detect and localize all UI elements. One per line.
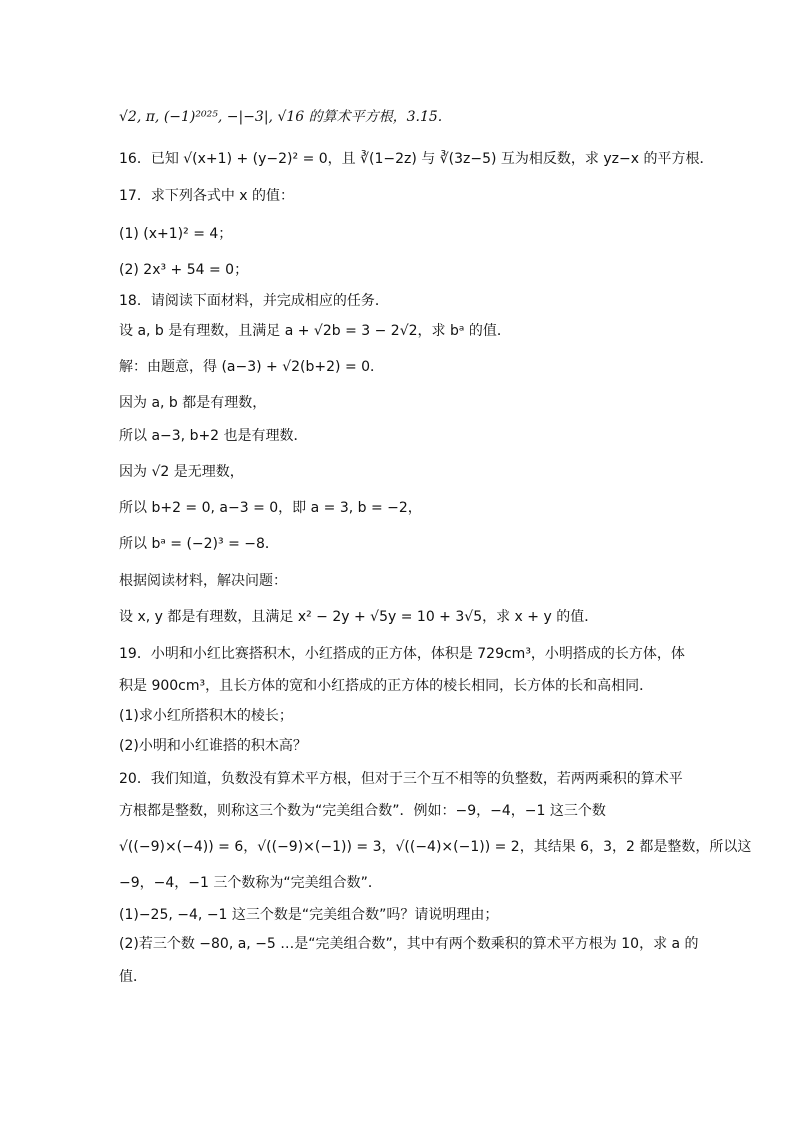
problem-18-step-5: 所以 bᵃ = (−2)³ = −8． — [119, 536, 279, 552]
problem-19-line-1: 19．小明和小红比赛搭积木，小红搭成的正方体，体积是 729cm³，小明搭成的长方体，体 — [119, 646, 685, 662]
problem-18: 18．请阅读下面材料，并完成相应的任务． — [119, 293, 389, 309]
problem-17-part-2: (2) 2x³ + 54 = 0； — [119, 262, 249, 278]
problem-20-line-2: 方根都是整数，则称这三个数为“完美组合数”．例如：−9，−4，−1 这三个数 — [119, 803, 606, 819]
problem-18-setup: 设 a, b 是有理数，且满足 a + √2b = 3 − 2√2，求 bᵃ 的值． — [119, 323, 511, 339]
line-1: √2, π, (−1)²⁰²⁵, −|−3|, √16 的算术平方根，3.1̇5̇. — [119, 109, 443, 125]
problem-17-part-1: (1) (x+1)² = 4； — [119, 226, 233, 242]
problem-20-part-2: (2)若三个数 −80, a, −5 …是“完美组合数”，其中有两个数乘积的算术平方根为 10，求 a 的 — [119, 936, 699, 952]
problem-18-solution: 解：由题意，得 (a−3) + √2(b+2) = 0． — [119, 359, 385, 375]
problem-19-line-2: 积是 900cm³，且长方体的宽和小红搭成的正方体的棱长相同，长方体的长和高相同． — [119, 678, 654, 694]
problem-19-part-2: (2)小明和小红谁搭的积木高？ — [119, 738, 307, 754]
problem-18-step-1: 因为 a, b 都是有理数， — [119, 395, 267, 411]
problem-20-line-3: √((−9)×(−4)) = 6，√((−9)×(−1)) = 3，√((−4)×(−1)) = 2，其结果 6，3，2 都是整数，所以这 — [119, 839, 752, 855]
problem-17: 17．求下列各式中 x 的值： — [119, 188, 294, 204]
problem-18-step-2: 所以 a−3, b+2 也是有理数． — [119, 428, 308, 444]
problem-20-part-2-end: 值． — [119, 969, 147, 985]
problem-20-line-1: 20．我们知道，负数没有算术平方根，但对于三个互不相等的负整数，若两两乘积的算术平 — [119, 771, 683, 787]
problem-20-part-1: (1)−25, −4, −1 这三个数是“完美组合数”吗？请说明理由； — [119, 907, 499, 923]
problem-18-step-4: 所以 b+2 = 0, a−3 = 0，即 a = 3, b = −2， — [119, 500, 422, 516]
problem-19-part-1: (1)求小红所搭积木的棱长； — [119, 708, 293, 724]
problem-18-question: 设 x, y 都是有理数，且满足 x² − 2y + √5y = 10 + 3√5，求 x + y 的值． — [119, 609, 599, 625]
problem-16: 16．已知 √(x+1) + (y−2)² = 0，且 ∛(1−2z) 与 ∛(3z−5) 互为相反数，求 yz−x 的平方根． — [119, 151, 714, 167]
problem-20-line-4: −9，−4，−1 三个数称为“完美组合数”． — [119, 875, 382, 891]
problem-18-step-3: 因为 √2 是无理数， — [119, 464, 244, 480]
problem-18-task: 根据阅读材料，解决问题： — [119, 573, 287, 589]
